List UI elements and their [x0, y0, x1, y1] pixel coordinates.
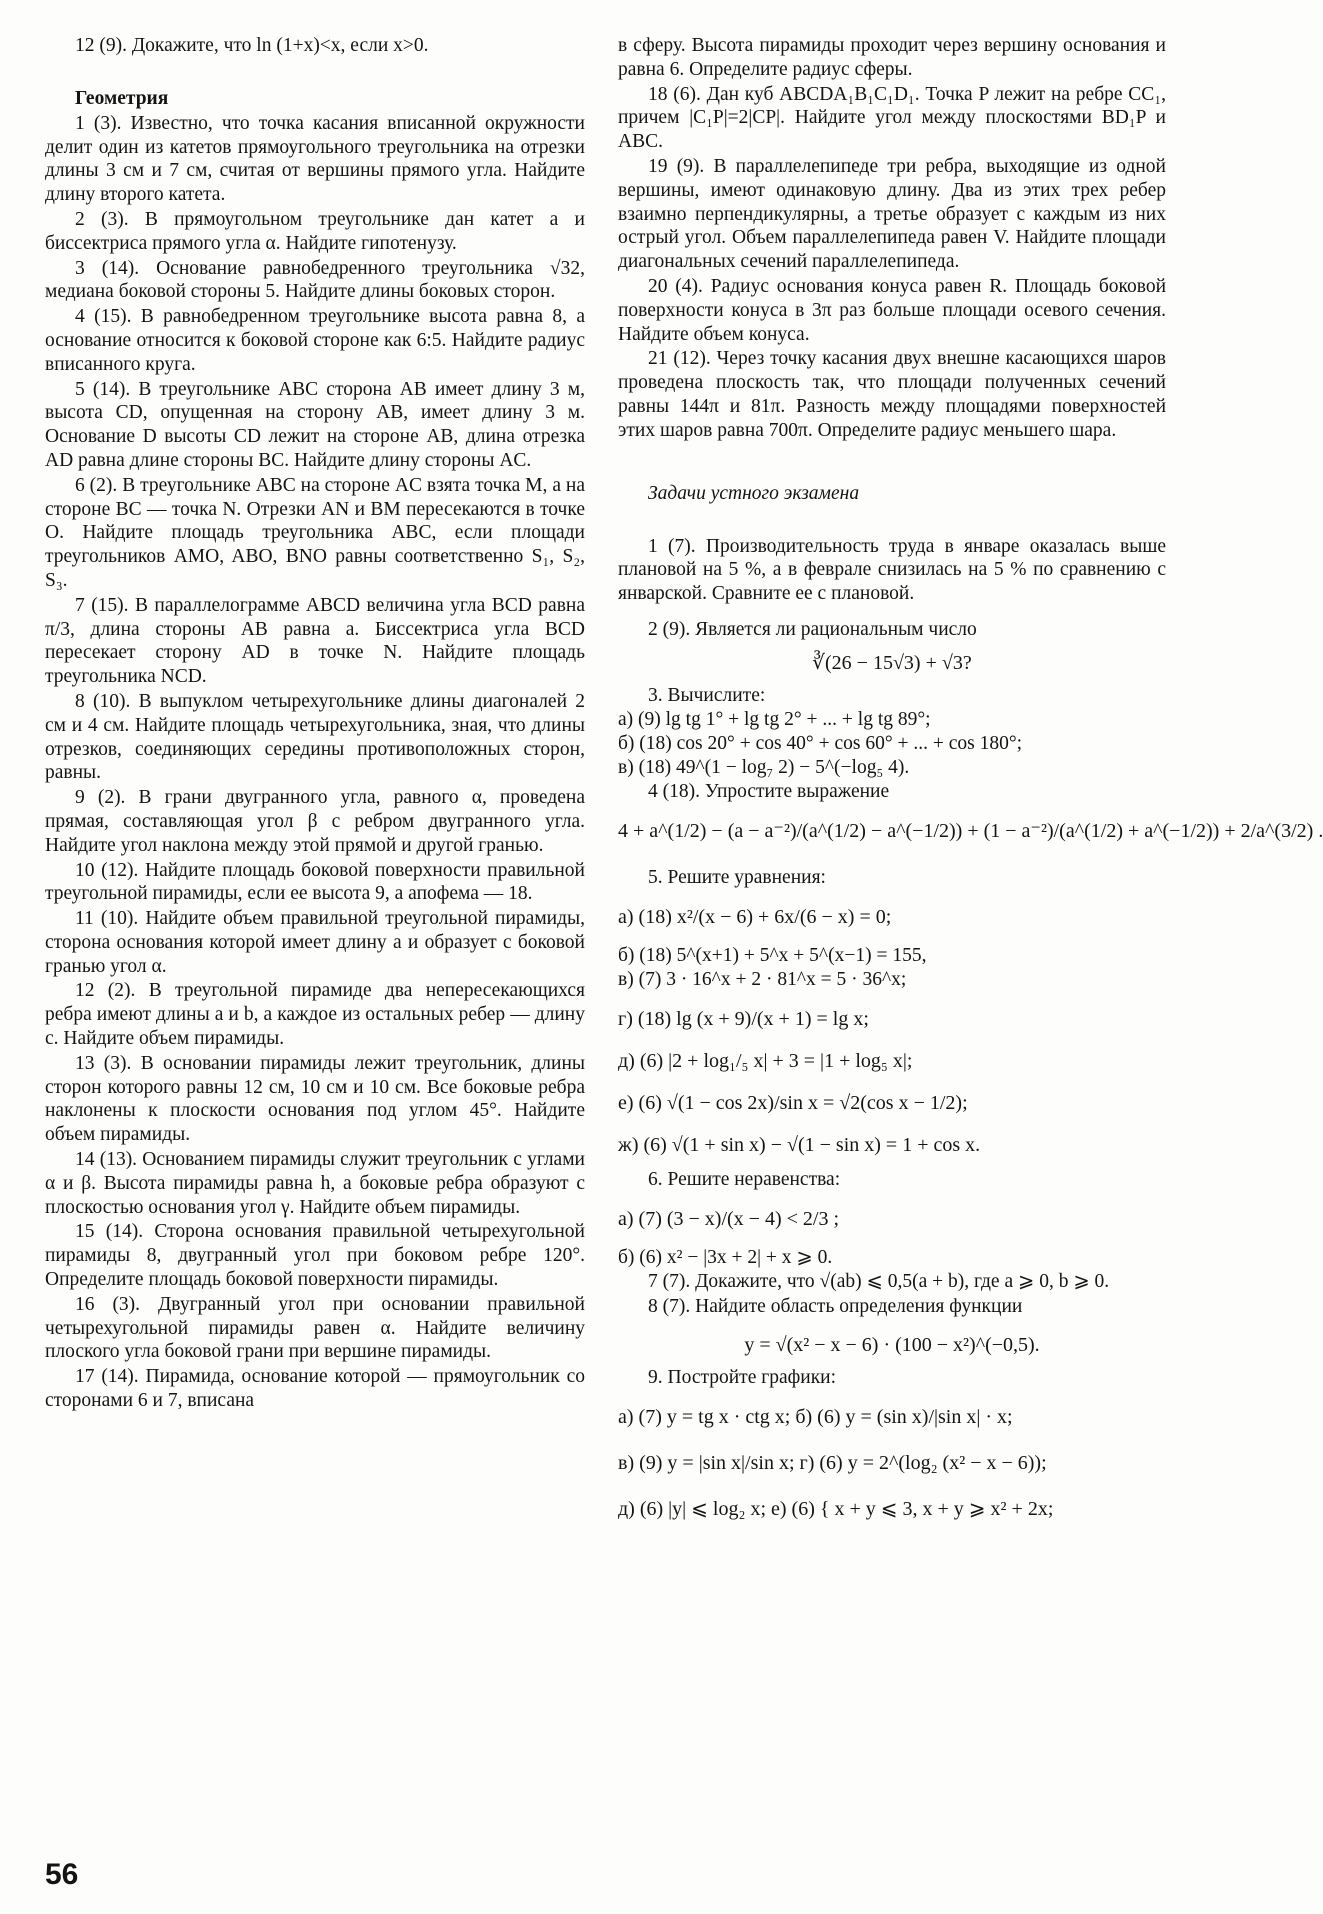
problem-2: 2 (3). В прямоугольном треугольнике дан катет a и биссектриса прямого угла α. Найдите гипотенузу.: [45, 208, 585, 254]
oral-problem-6b: б) (6) x² − |3x + 2| + x ⩾ 0.: [618, 1246, 833, 1268]
oral-problem-5b: б) (18) 5^(x+1) + 5^x + 5^(x−1) = 155,: [618, 944, 927, 966]
problem-19: 19 (9). В параллелепипеде три ребра, выходящие из одной вершины, имеют одинаковую длину. Два из этих трех ребер взаимно перпендикулярны, а третье образует с каждым из них острый угол. Объем параллелепипеда равен V. Найдите площади диагональных сечений параллелепипеда.: [618, 155, 1166, 273]
problem-8: 8 (10). В выпуклом четырехугольнике длины диагоналей 2 см и 4 см. Найдите площадь четырехугольника, зная, что длины отрезков, соединяющих середины противоположных сторон, равны.: [45, 690, 585, 784]
oral-problem-5c: в) (7) 3 · 16^x + 2 · 81^x = 5 · 36^x;: [618, 968, 907, 990]
problem-6: 6 (2). В треугольнике ABC на стороне AC взята точка M, а на стороне BC — точка N. Отрезки AN и BM пересекаются в точке O. Найдите площадь треугольника ABC, если площади треугольников AMO, ABO, BNO равны соответственно S₁, S₂, S₃.: [45, 474, 585, 591]
problem-5: 5 (14). В треугольнике ABC сторона AB имеет длину 3 м, высота CD, опущенная на сторону AB, имеет длину 3 м. Основание D высоты CD лежит на стороне AB, длина отрезка AD равна длине стороны BC. Найдите длину стороны AC.: [45, 378, 585, 471]
problem-4: 4 (15). В равнобедренном треугольнике высота равна 8, а основание относится к боковой стороне как 6:5. Найдите радиус вписанного круга.: [45, 306, 585, 375]
section-heading-oral-exam: Задачи устного экзамена: [648, 482, 860, 504]
oral-problem-5e: д) (6) |2 + log₁/₅ x| + 3 = |1 + log₅ x|;: [618, 1049, 913, 1072]
problem-3: 3 (14). Основание равнобедренного треугольника √32, медиана боковой стороны 5. Найдите длины боковых сторон.: [45, 257, 585, 303]
oral-problem-5a: а) (18) x²/(x − 6) + 6x/(6 − x) = 0;: [618, 905, 892, 928]
oral-problem-6-heading: 6. Решите неравенства:: [648, 1168, 841, 1190]
oral-problem-5g: ж) (6) √(1 + sin x) − √(1 − sin x) = 1 + cos x.: [618, 1133, 981, 1156]
oral-problem-8: 8 (7). Найдите область определения функции: [648, 1295, 1023, 1317]
problem-11: 11 (10). Найдите объем правильной треугольной пирамиды, сторона основания которой имеет длину a и образует с боковой гранью угол α.: [45, 908, 585, 977]
oral-problem-5f: е) (6) √(1 − cos 2x)/sin x = √2(cos x − 1/2);: [618, 1091, 968, 1114]
problem-15: 15 (14). Сторона основания правильной четырехугольной пирамиды 8, двугранный угол при боковом ребре 120°. Определите площадь боковой поверхности пирамиды.: [45, 1221, 585, 1291]
problem-18: 18 (6). Дан куб ABCDA₁B₁C₁D₁. Точка P лежит на ребре CC₁, причем |C₁P|=2|CP|. Найдите угол между плоскостями BD₁P и ABC.: [618, 83, 1166, 153]
oral-problem-9b: в) (9) y = |sin x|/sin x; г) (6) y = 2^(log₂ (x² − x − 6));: [618, 1452, 1047, 1475]
problem-17-continuation: в сферу. Высота пирамиды проходит через вершину основания и равна 6. Определите радиус сферы.: [618, 35, 1166, 80]
oral-problem-3c: в) (18) 49^(1 − log₇ 2) − 5^(−log₅ 4).: [618, 756, 910, 778]
oral-problem-5d: г) (18) lg (x + 9)/(x + 1) = lg x;: [618, 1007, 869, 1030]
problem-13: 13 (3). В основании пирамиды лежит треугольник, длины сторон которого равны 12 см, 10 см и 10 см. Все боковые ребра наклонены к плоскости основания под углом 45°. Найдите объем пирамиды.: [45, 1052, 585, 1146]
oral-problem-2: 2 (9). Является ли рациональным число: [648, 618, 977, 640]
oral-problem-4-heading: 4 (18). Упростите выражение: [648, 780, 890, 802]
problem-14: 14 (13). Основанием пирамиды служит треугольник с углами α и β. Высота пирамиды равна h, а боковые ребра образуют с плоскостью основания угол γ. Найдите объем пирамиды.: [45, 1149, 585, 1218]
oral-problem-5-heading: 5. Решите уравнения:: [648, 866, 826, 888]
oral-problem-9a: а) (7) y = tg x · ctg x; б) (6) y = (sin x)/|sin x| · x;: [618, 1406, 1013, 1429]
problem-21: 21 (12). Через точку касания двух внешне касающихся шаров проведена плоскость так, что площади полученных сечений равны 144π и 81π. Разность между площадями поверхностей этих шаров равна 700π. Определите радиус меньшего шара.: [618, 348, 1166, 441]
oral-problem-3b: б) (18) cos 20° + cos 40° + cos 60° + ... + cos 180°;: [618, 732, 1023, 754]
left-column: [45, 34, 585, 1414]
problem-20: 20 (4). Радиус основания конуса равен R. Площадь боковой поверхности конуса в 3π раз больше площади осевого сечения. Найдите объем конуса.: [618, 275, 1166, 345]
oral-problem-6a: а) (7) (3 − x)/(x − 4) < 2/3 ;: [618, 1207, 840, 1230]
right-column: [618, 34, 1323, 1536]
oral-problem-3-heading: 3. Вычислите:: [648, 684, 766, 706]
section-heading-geometry: Геометрия: [75, 87, 169, 109]
problem-16: 16 (3). Двугранный угол при основании правильной четырехугольной пирамиды равен α. Найдите величину плоского угла боковой грани при вершине пирамиды.: [45, 1293, 585, 1363]
oral-problem-4-expression: 4 + a^(1/2) − (a − a⁻²)/(a^(1/2) − a^(−1/2)) + (1 − a⁻²)/(a^(1/2) + a^(−1/2)) + 2/a^(3/2) .: [618, 819, 1323, 842]
problem-17: 17 (14). Пирамида, основание которой — прямоугольник со сторонами 6 и 7, вписана: [45, 1366, 585, 1412]
problem-10: 10 (12). Найдите площадь боковой поверхности правильной треугольной пирамиды, если ее высота 9, а апофема — 18.: [45, 859, 585, 905]
problem-9: 9 (2). В грани двугранного угла, равного α, проведена прямая, составляющая угол β с ребром двугранного угла. Найдите угол наклона между этой прямой и другой гранью.: [45, 787, 585, 856]
problem-7: 7 (15). В параллелограмме ABCD величина угла BCD равна π/3, длина стороны AB равна a. Биссектриса угла BCD пересекает сторону AD в точке N. Найдите площадь треугольника NCD.: [45, 594, 585, 688]
oral-problem-7: 7 (7). Докажите, что √(ab) ⩽ 0,5(a + b), где a ⩾ 0, b ⩾ 0.: [648, 1270, 1110, 1292]
oral-problem-3a: а) (9) lg tg 1° + lg tg 2° + ... + lg tg 89°;: [618, 708, 931, 730]
oral-problem-1: 1 (7). Производительность труда в январе оказалась выше плановой на 5 %, а в феврале снизилась на 5 % по сравнению с январской. Сравните ее с плановой.: [618, 535, 1166, 605]
oral-problem-8-expression: y = √(x² − x − 6) · (100 − x²)^(−0,5).: [744, 1334, 1040, 1357]
problem-1: 1 (3). Известно, что точка касания вписанной окружности делит один из катетов прямоугольного треугольника на отрезки длины 3 см и 7 см, считая от вершины прямого угла. Найдите длину второго катета.: [45, 112, 585, 206]
oral-problem-2-expression: ∛(26 − 15√3) + √3?: [812, 651, 972, 674]
intro-problem: 12 (9). Докажите, что ln (1+x)<x, если x>0.: [75, 35, 429, 56]
oral-problem-9-heading: 9. Постройте графики:: [648, 1367, 837, 1389]
page-number: 56: [45, 1858, 79, 1891]
problem-12: 12 (2). В треугольной пирамиде два непересекающихся ребра имеют длины a и b, а каждое из остальных ребер — длину c. Найдите объем пирамиды.: [45, 980, 585, 1050]
oral-problem-9c: д) (6) |y| ⩽ log₂ x; е) (6) { x + y ⩽ 3, x + y ⩾ x² + 2x;: [618, 1498, 1054, 1521]
